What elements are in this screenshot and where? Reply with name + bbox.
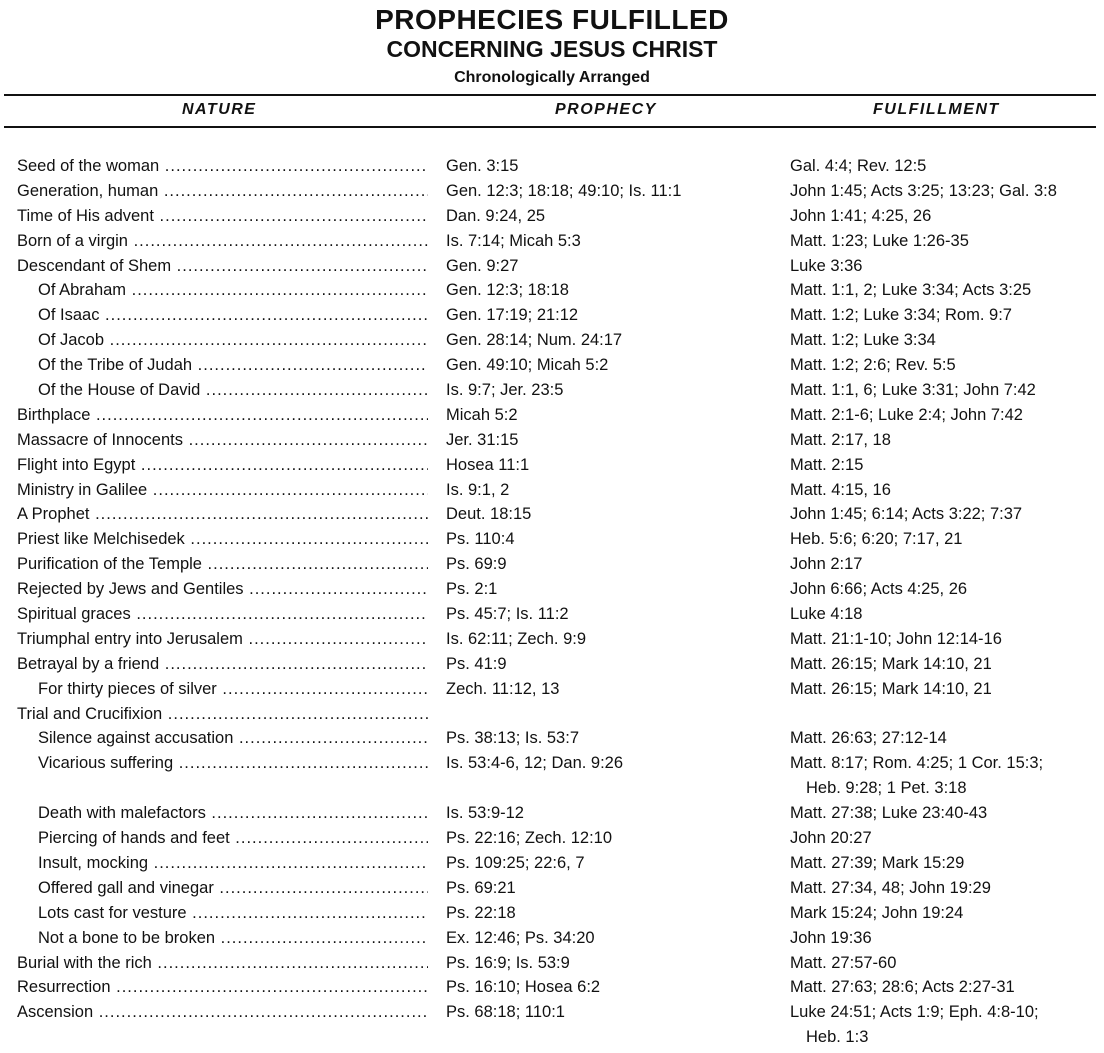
nature-cell <box>38 378 428 403</box>
fulfillment-text: Matt. 4:15, 16 <box>790 480 891 499</box>
prophecy-cell: Gen. 12:3; 18:18; 49:10; Is. 11:1 <box>446 181 682 200</box>
nature-text: Offered gall and vinegar <box>38 878 214 897</box>
nature-text: Seed of the woman <box>17 157 160 175</box>
nature-cell <box>38 901 428 926</box>
fulfillment-cell <box>790 179 1090 204</box>
prophecy-cell: Ps. 68:18; 110:1 <box>446 1003 565 1022</box>
nature-text: Trial and Crucifixion <box>17 704 163 723</box>
nature-text: Of the Tribe of Judah <box>38 356 193 375</box>
fulfillment-text: Matt. 21:1-10; John 12:14-16 <box>790 629 1002 648</box>
nature-cell <box>17 652 428 677</box>
fulfillment-text: Matt. 1:2; 2:6; Rev. 5:5 <box>790 356 956 375</box>
prophecy-cell: Ps. 16:9; Is. 53:9 <box>446 953 570 972</box>
nature-text: Burial with the rich <box>17 953 152 972</box>
prophecy-cell: Is. 9:7; Jer. 23:5 <box>446 381 564 400</box>
nature-text: A Prophet <box>17 505 90 524</box>
nature-text: Generation, human <box>17 181 159 200</box>
fulfillment-text: Matt. 1:23; Luke 1:26-35 <box>790 231 969 250</box>
fulfillment-text: John 6:66; Acts 4:25, 26 <box>790 580 968 599</box>
prophecy-cell: Ps. 45:7; Is. 11:2 <box>446 605 569 624</box>
prophecy-cell: Micah 5:2 <box>446 405 518 424</box>
fulfillment-text: Matt. 1:1, 6; Luke 3:31; John 7:42 <box>790 381 1036 400</box>
nature-text: Purification of the Temple <box>17 555 202 574</box>
fulfillment-text: Matt. 26:15; Mark 14:10, 21 <box>790 654 992 673</box>
table-row <box>0 652 1104 677</box>
nature-cell <box>38 328 428 353</box>
prophecy-cell: Ps. 69:21 <box>446 878 516 897</box>
fulfillment-cell <box>790 602 1090 627</box>
fulfillment-text: Matt. 27:38; Luke 23:40-43 <box>790 804 988 823</box>
fulfillment-cell <box>790 901 1090 926</box>
nature-text: Not a bone to be broken <box>38 928 216 947</box>
column-header-prophecy: PROPHECY <box>555 101 657 118</box>
fulfillment-cell <box>790 851 1090 876</box>
column-header-fulfillment: FULFILLMENT <box>873 101 1000 118</box>
table-row <box>0 453 1104 478</box>
fulfillment-continuation: Heb. 1:3 <box>806 1028 869 1047</box>
nature-cell <box>38 801 428 826</box>
table-row <box>0 179 1104 204</box>
fulfillment-cell <box>790 278 1090 303</box>
prophecy-cell: Is. 62:11; Zech. 9:9 <box>446 629 587 648</box>
fulfillment-text: John 1:45; Acts 3:25; 13:23; Gal. 3:8 <box>790 181 1057 200</box>
prophecy-cell: Is. 53:9-12 <box>446 804 524 823</box>
table-row <box>0 876 1104 901</box>
fulfillment-cell <box>790 428 1090 453</box>
table-row <box>0 478 1104 503</box>
table-row <box>0 303 1104 328</box>
nature-cell <box>38 353 428 378</box>
fulfillment-text: Matt. 27:63; 28:6; Acts 2:27-31 <box>790 978 1015 997</box>
prophecy-cell: Gen. 28:14; Num. 24:17 <box>446 331 623 350</box>
nature-cell <box>17 627 428 652</box>
fulfillment-text: Matt. 27:57-60 <box>790 953 897 972</box>
fulfillment-cell <box>790 403 1090 428</box>
prophecy-cell: Ps. 16:10; Hosea 6:2 <box>446 978 601 997</box>
fulfillment-cell <box>790 353 1090 378</box>
table-row <box>0 229 1104 254</box>
nature-text: Vicarious suffering <box>38 754 174 773</box>
fulfillment-cell <box>790 677 1090 702</box>
table-row <box>0 851 1104 876</box>
fulfillment-text: Heb. 5:6; 6:20; 7:17, 21 <box>790 530 963 549</box>
fulfillment-text: Matt. 8:17; Rom. 4:25; 1 Cor. 15:3; <box>790 754 1044 773</box>
fulfillment-cell <box>790 975 1090 1000</box>
nature-text: Piercing of hands and feet <box>38 829 230 848</box>
fulfillment-cell <box>790 527 1090 552</box>
nature-cell <box>38 876 428 901</box>
prophecy-cell: Gen. 9:27 <box>446 256 519 275</box>
table-row <box>0 353 1104 378</box>
prophecy-cell: Ps. 109:25; 22:6, 7 <box>446 853 585 872</box>
fulfillment-cell <box>790 328 1090 353</box>
nature-cell <box>38 278 428 303</box>
nature-cell <box>38 926 428 951</box>
prophecy-cell: Ps. 110:4 <box>446 530 515 549</box>
prophecy-cell: Ps. 41:9 <box>446 654 507 673</box>
nature-text: Silence against accusation <box>38 729 234 748</box>
fulfillment-cell <box>790 552 1090 577</box>
fulfillment-text: John 1:41; 4:25, 26 <box>790 206 932 225</box>
fulfillment-text: Matt. 2:17, 18 <box>790 430 891 449</box>
nature-cell <box>38 677 428 702</box>
table-row <box>0 951 1104 976</box>
nature-text: Insult, mocking <box>38 853 149 872</box>
prophecy-cell: Ex. 12:46; Ps. 34:20 <box>446 928 595 947</box>
prophecy-cell: Ps. 2:1 <box>446 580 498 599</box>
fulfillment-cell <box>790 951 1090 976</box>
nature-cell <box>17 179 428 204</box>
fulfillment-cell <box>790 453 1090 478</box>
fulfillment-cell <box>790 229 1090 254</box>
fulfillment-text: John 2:17 <box>790 555 863 574</box>
prophecy-cell: Is. 53:4-6, 12; Dan. 9:26 <box>446 754 624 773</box>
fulfillment-cell <box>790 926 1090 951</box>
nature-text: Of Isaac <box>38 306 100 325</box>
table-row <box>0 428 1104 453</box>
table-row <box>0 702 1104 727</box>
fulfillment-cell <box>790 502 1090 527</box>
prophecy-cell: Gen. 17:19; 21:12 <box>446 306 579 325</box>
fulfillment-cell <box>790 1000 1090 1050</box>
nature-text: Triumphal entry into Jerusalem <box>17 629 243 648</box>
fulfillment-text: Matt. 26:63; 27:12-14 <box>790 729 947 748</box>
prophecy-cell: Gen. 12:3; 18:18 <box>446 281 569 300</box>
prophecy-cell: Is. 9:1, 2 <box>446 480 510 499</box>
nature-cell <box>17 602 428 627</box>
fulfillment-continuation: Heb. 9:28; 1 Pet. 3:18 <box>806 779 967 798</box>
header-rule-bottom <box>4 126 1096 128</box>
table-row <box>0 901 1104 926</box>
table-row <box>0 204 1104 229</box>
fulfillment-text: John 20:27 <box>790 829 872 848</box>
fulfillment-cell <box>790 627 1090 652</box>
fulfillment-cell <box>790 378 1090 403</box>
prophecy-cell: Hosea 11:1 <box>446 455 530 474</box>
fulfillment-cell <box>790 801 1090 826</box>
table-row <box>0 627 1104 652</box>
nature-text: Descendant of Shem <box>17 256 172 275</box>
prophecy-cell: Deut. 18:15 <box>446 505 532 524</box>
nature-cell <box>17 428 428 453</box>
fulfillment-text: Matt. 1:2; Luke 3:34 <box>790 331 936 350</box>
table-row <box>0 677 1104 702</box>
fulfillment-text: Luke 3:36 <box>790 256 863 275</box>
fulfillment-text: Luke 24:51; Acts 1:9; Eph. 4:8-10; <box>790 1003 1039 1022</box>
fulfillment-cell <box>790 154 1090 179</box>
page-subtitle: CONCERNING JESUS CHRIST <box>386 36 718 62</box>
table-row <box>0 577 1104 602</box>
table-row <box>0 1000 1104 1050</box>
prophecy-cell: Ps. 22:18 <box>446 903 516 922</box>
prophecy-cell: Is. 7:14; Micah 5:3 <box>446 231 581 250</box>
nature-cell <box>17 453 428 478</box>
table-row <box>0 154 1104 179</box>
table-row <box>0 254 1104 279</box>
column-header-nature: NATURE <box>182 101 257 118</box>
fulfillment-cell <box>790 254 1090 279</box>
nature-text: Spiritual graces <box>17 605 131 624</box>
prophecy-cell: Zech. 11:12, 13 <box>446 679 560 698</box>
nature-cell <box>38 826 428 851</box>
nature-cell <box>17 478 428 503</box>
nature-text: Ascension <box>17 1003 94 1022</box>
fulfillment-cell <box>790 303 1090 328</box>
fulfillment-text: Matt. 26:15; Mark 14:10, 21 <box>790 679 992 698</box>
fulfillment-text: Matt. 1:2; Luke 3:34; Rom. 9:7 <box>790 306 1012 325</box>
nature-cell <box>17 403 428 428</box>
fulfillment-cell <box>790 876 1090 901</box>
table-row <box>0 552 1104 577</box>
nature-cell <box>17 577 428 602</box>
table-row <box>0 527 1104 552</box>
nature-text: Resurrection <box>17 978 111 997</box>
header-rule-top <box>4 94 1096 96</box>
prophecy-cell: Dan. 9:24, 25 <box>446 206 546 225</box>
nature-text: For thirty pieces of silver <box>38 679 217 698</box>
table-row <box>0 826 1104 851</box>
fulfillment-text: Luke 4:18 <box>790 605 863 624</box>
fulfillment-text: Mark 15:24; John 19:24 <box>790 903 964 922</box>
table-row <box>0 801 1104 826</box>
nature-cell <box>17 154 428 179</box>
table-row <box>0 726 1104 751</box>
table-row <box>0 926 1104 951</box>
nature-cell <box>38 851 428 876</box>
nature-text: Lots cast for vesture <box>38 903 187 922</box>
nature-cell <box>38 726 428 751</box>
nature-cell <box>17 254 428 279</box>
nature-cell <box>17 552 428 577</box>
fulfillment-text: Matt. 2:1-6; Luke 2:4; John 7:42 <box>790 405 1023 424</box>
nature-text: Priest like Melchisedek <box>17 530 185 549</box>
nature-text: Of the House of David <box>38 381 201 400</box>
fulfillment-text: Matt. 27:34, 48; John 19:29 <box>790 878 991 897</box>
nature-cell <box>17 229 428 254</box>
page-title: PROPHECIES FULFILLED <box>375 4 729 35</box>
table-row <box>0 328 1104 353</box>
nature-text: Betrayal by a friend <box>17 654 160 673</box>
nature-cell <box>17 702 428 727</box>
nature-cell <box>17 1000 428 1025</box>
fulfillment-cell <box>790 204 1090 229</box>
table-row <box>0 278 1104 303</box>
prophecy-cell: Gen. 3:15 <box>446 157 519 175</box>
fulfillment-cell <box>790 577 1090 602</box>
fulfillment-text: Matt. 2:15 <box>790 455 864 474</box>
table-row <box>0 975 1104 1000</box>
nature-text: Of Abraham <box>38 281 127 300</box>
fulfillment-text: Gal. 4:4; Rev. 12:5 <box>790 157 927 175</box>
nature-cell <box>17 502 428 527</box>
fulfillment-cell <box>790 652 1090 677</box>
nature-cell <box>17 204 428 229</box>
fulfillment-text: Matt. 27:39; Mark 15:29 <box>790 853 965 872</box>
nature-text: Birthplace <box>17 405 91 424</box>
nature-text: Ministry in Galilee <box>17 480 148 499</box>
prophecy-cell: Ps. 22:16; Zech. 12:10 <box>446 829 613 848</box>
prophecy-cell: Jer. 31:15 <box>446 430 519 449</box>
table-row <box>0 502 1104 527</box>
arrangement-note: Chronologically Arranged <box>454 69 650 86</box>
prophecy-cell: Gen. 49:10; Micah 5:2 <box>446 356 609 375</box>
nature-cell <box>17 951 428 976</box>
nature-cell <box>38 303 428 328</box>
nature-cell <box>17 527 428 552</box>
nature-text: Born of a virgin <box>17 231 128 250</box>
nature-text: Death with malefactors <box>38 804 206 823</box>
nature-text: Flight into Egypt <box>17 455 136 474</box>
prophecy-table <box>0 154 1104 1050</box>
nature-cell <box>38 751 428 776</box>
fulfillment-cell <box>790 478 1090 503</box>
fulfillment-cell <box>790 826 1090 851</box>
prophecy-cell: Ps. 38:13; Is. 53:7 <box>446 729 579 748</box>
fulfillment-cell <box>790 726 1090 751</box>
nature-text: Massacre of Innocents <box>17 430 183 449</box>
nature-text: Time of His advent <box>17 206 154 225</box>
prophecy-cell: Ps. 69:9 <box>446 555 507 574</box>
table-row <box>0 403 1104 428</box>
table-row <box>0 751 1104 801</box>
fulfillment-text: John 1:45; 6:14; Acts 3:22; 7:37 <box>790 505 1023 524</box>
table-row <box>0 378 1104 403</box>
nature-text: Rejected by Jews and Gentiles <box>17 580 244 599</box>
table-row <box>0 602 1104 627</box>
fulfillment-text: Matt. 1:1, 2; Luke 3:34; Acts 3:25 <box>790 281 1032 300</box>
fulfillment-cell <box>790 751 1090 801</box>
nature-cell <box>17 975 428 1000</box>
nature-text: Of Jacob <box>38 331 105 350</box>
fulfillment-text: John 19:36 <box>790 928 872 947</box>
